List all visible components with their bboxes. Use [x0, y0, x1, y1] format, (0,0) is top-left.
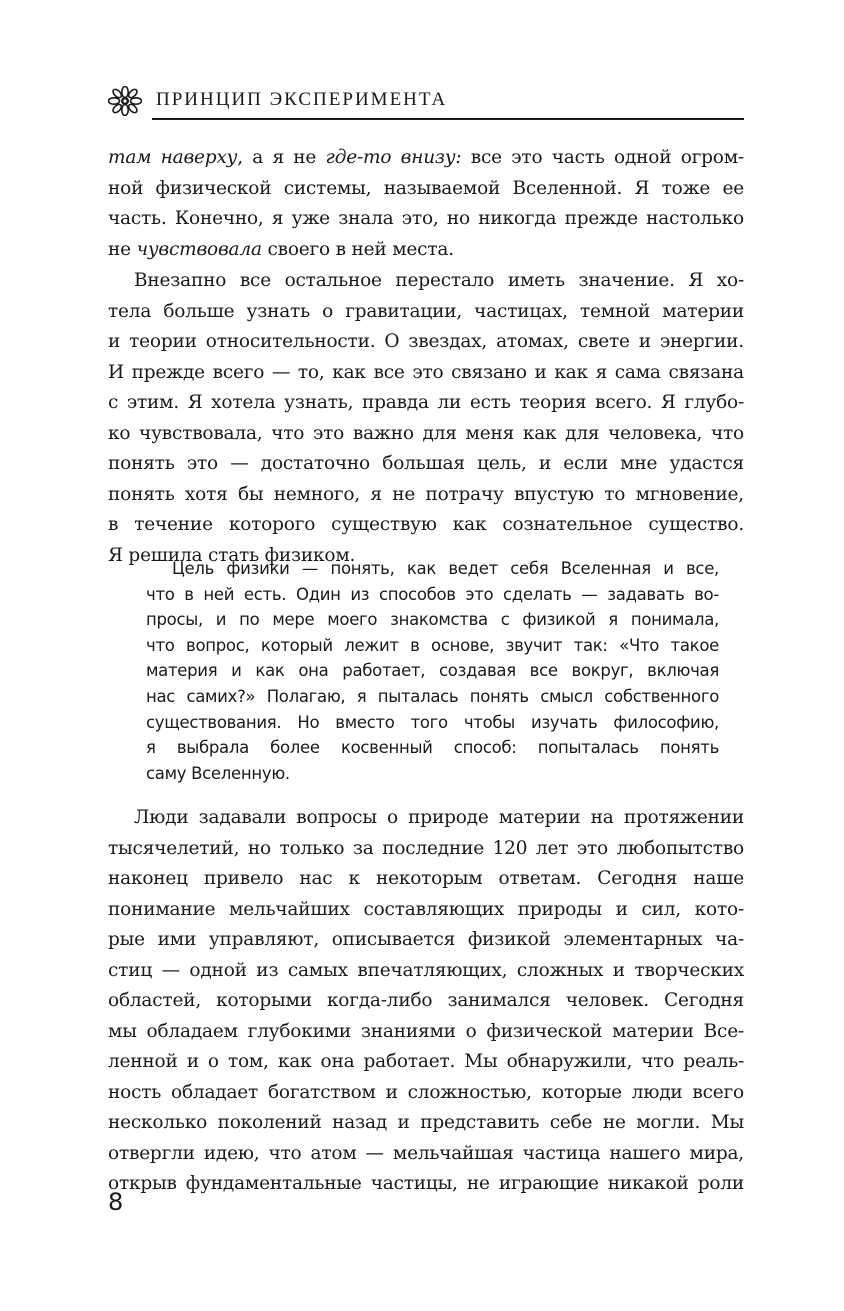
paragraph-3	[108, 803, 744, 1200]
paragraph-3-line: несколько поколений назад и представить себе не могли. Мы	[108, 1112, 744, 1133]
running-header	[108, 86, 744, 120]
paragraph-2-line: И прежде всего — то, как все это связано и как я сама связана	[108, 361, 744, 383]
quote-line: я выбрала более косвенный способ: попыталась понять	[146, 738, 719, 758]
paragraph-3-line: стиц — одной из самых впечатляющих, сложных и творческих	[108, 959, 744, 981]
paragraph-3-line: рые ими управляют, описывается физикой элементарных ча-	[108, 929, 744, 950]
paragraph-2-line: понять это — достаточно большая цель, и если мне удастся	[108, 453, 744, 474]
paragraph-3-line: мы обладаем глубокими знаниями о физической материи Все-	[108, 1020, 744, 1042]
text-span: , а я не	[237, 147, 326, 168]
paragraph-2-line: понять хотя бы немного, я не потрачу впустую то мгновение,	[108, 483, 744, 505]
paragraph-3-line: отвергли идею, что атом — мельчайшая частица нашего мира,	[108, 1142, 744, 1164]
paragraph-3-line: Люди задавали вопросы о природе материи на протяжении	[134, 807, 744, 828]
quote-line: материя и как она работает, создавая все вокруг, включая	[146, 661, 719, 681]
paragraph-3-line: открыв фундаментальные частицы, не играющие никакой роли	[108, 1173, 744, 1194]
paragraph-2-line: в течение которого существую как сознательное существо.	[108, 514, 744, 535]
paragraph-2	[108, 266, 744, 571]
quote-line: что в ней есть. Один из способов это сделать — задавать во-	[146, 584, 719, 604]
quote-line: просы, и по мере моего знакомства с физикой я понимала,	[146, 610, 719, 630]
paragraph-1	[108, 143, 744, 265]
quote-line: что вопрос, который лежит в основе, звучит так: «Что такое	[146, 635, 719, 655]
paragraph-3-line: областей, которыми когда-либо занимался человек. Сегодня	[108, 990, 744, 1011]
paragraph-3-line: ность обладает богатством и сложностью, которые люди всего	[108, 1081, 744, 1103]
paragraph-2-line: Внезапно все остальное перестало иметь значение. Я хо-	[134, 270, 744, 291]
paragraph-1-line-1	[108, 143, 744, 174]
paragraph-2-line: с этим. Я хотела узнать, правда ли есть теория всего. Я глубо-	[108, 392, 744, 413]
italic-phrase: где-то внизу:	[325, 147, 462, 168]
paragraph-2-line: и теории относительности. О звездах, атомах, свете и энергии.	[108, 331, 744, 352]
italic-phrase: чувствовала	[136, 238, 262, 260]
paragraph-2-line: ко чувствовала, что это важно для меня как для человека, что	[108, 422, 744, 444]
text-span: не	[108, 238, 137, 260]
block-quote	[146, 556, 719, 786]
paragraph-2-line: тела больше узнать о гравитации, частицах, темной материи	[108, 300, 744, 322]
paragraph-3-line: тысячелетий, но только за последние 120 лет это любопытство	[108, 837, 744, 859]
header-rule	[152, 118, 744, 120]
paragraph-1-line-3: часть. Конечно, я уже знала это, но никогда прежде настолько	[108, 208, 744, 229]
page-number: 8	[108, 1188, 124, 1216]
text-span: все это часть одной огром-	[461, 147, 744, 168]
flower-ornament-icon	[108, 86, 142, 116]
paragraph-3-line: понимание мельчайших составляющих природы и сил, кото-	[108, 898, 744, 920]
quote-line: Цель физики — понять, как ведет себя Вселенная и все,	[172, 559, 719, 578]
quote-line: нас самих?» Полагаю, я пыталась понять смысл собственного	[146, 686, 719, 706]
quote-line: существования. Но вместо того чтобы изучать философию,	[146, 712, 719, 732]
paragraph-3-line: наконец привело нас к некоторым ответам. Сегодня наше	[108, 868, 744, 889]
italic-phrase: там наверху	[108, 147, 238, 168]
paragraph-2-line: Я решила стать физиком.	[108, 544, 356, 566]
text-span: своего в ней места.	[261, 238, 454, 260]
paragraph-1-line-4	[108, 235, 744, 266]
quote-line: саму Вселенную.	[146, 763, 290, 783]
paragraph-3-line: ленной и о том, как она работает. Мы обнаружили, что реаль-	[108, 1051, 744, 1072]
paragraph-1-line-2: ной физической системы, называемой Вселенной. Я тоже ее	[108, 177, 744, 199]
running-title: ПРИНЦИП ЭКСПЕРИМЕНТА	[156, 89, 448, 110]
